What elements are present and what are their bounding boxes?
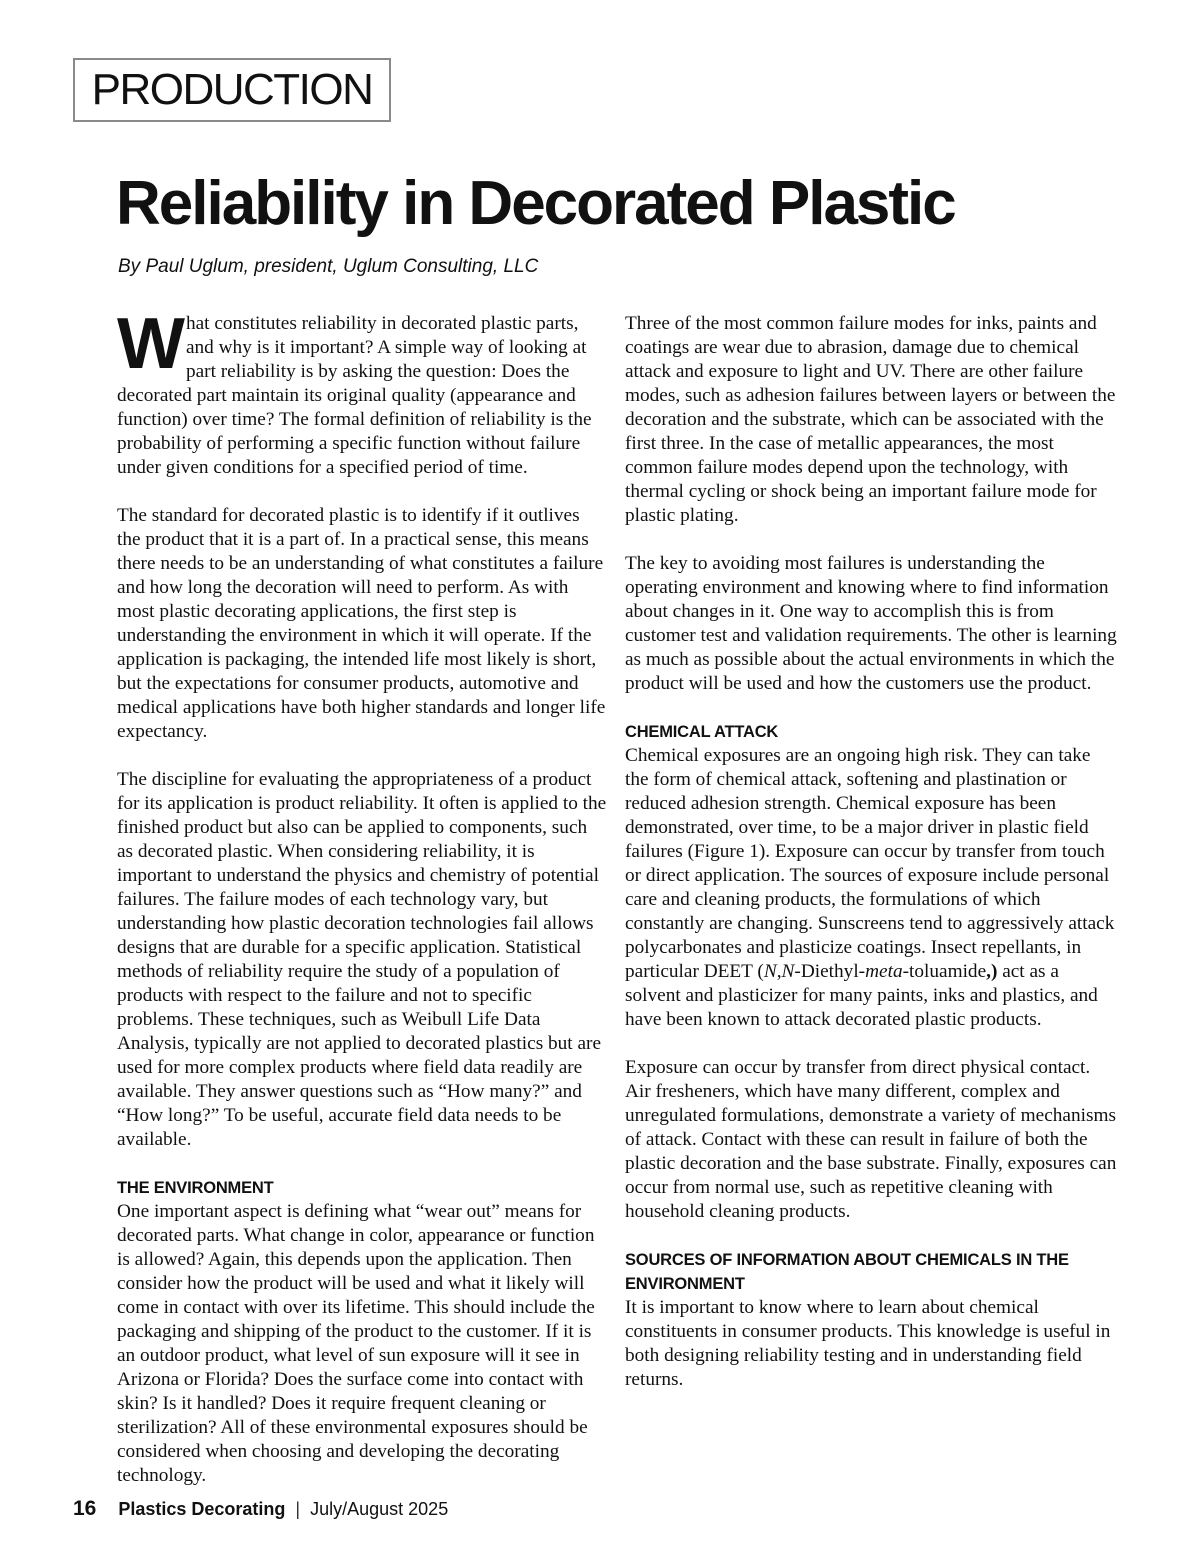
- paragraph-chemical-exposure: [625, 744, 1117, 1032]
- chemical-italic-n2: N: [781, 961, 795, 982]
- paragraph-sources: It is important to know where to learn about chemical constituents in consumer products. This knowledge is useful in both designing reliability testing and in understanding field returns.: [625, 1297, 1111, 1390]
- issue-date: July/August 2025: [310, 1499, 449, 1519]
- chemical-italic-n1: N: [763, 961, 777, 982]
- chemical-italic-meta: meta: [865, 961, 903, 982]
- chemical-text-close: ,): [986, 961, 998, 982]
- intro-text: hat constitutes reliability in decorated plastic parts, and why is it important? A simple way of looking at part reliability is by asking the question: Does the decorated part maintain its original quality (appearance and function) over time? The formal definition of reliability is the probability of performing a specific function without failure under given conditions for a specified period of time.: [117, 313, 592, 478]
- right-column: [625, 312, 1117, 1416]
- paragraph-physical-contact: Exposure can occur by transfer from direct physical contact. Air fresheners, which have many different, complex and unregulated formulations, demonstrate a variety of mechanisms of attack. Contact with these can result in failure of both the plastic decoration and the base substrate. Finally, exposures can occur from normal use, such as repetitive cleaning with household cleaning products.: [625, 1057, 1117, 1222]
- paragraph-failure-modes: Three of the most common failure modes for inks, paints and coatings are wear due to abrasion, damage due to chemical attack and exposure to light and UV. There are other failure modes, such as adhesion failures between layers or between the decoration and the substrate, which can be associated with the first three. In the case of metallic appearances, the most common failure modes depend upon the technology, with thermal cycling or shock being an important failure mode for plastic plating.: [625, 313, 1116, 526]
- byline: By Paul Uglum, president, Uglum Consulting, LLC: [118, 256, 539, 277]
- paragraph-intro: [117, 304, 607, 480]
- chemical-text-a: Chemical exposures are an ongoing high risk. They can take the form of chemical attack, softening and plastination or reduced adhesion strength. Chemical exposure has been demonstrated, over time, to be a major driver in plastic field failures (Figure 1). Exposure can occur by transfer from touch or direct application. The sources of exposure include personal care and cleaning products, the formulations of which constantly are changing. Sunscreens tend to aggressively attack polycarbonates and plasticize coatings. Insect repellants, in particular DEET (: [625, 745, 1115, 982]
- left-column: [117, 304, 607, 1512]
- chemical-text-comma: ,: [776, 961, 782, 982]
- heading-sources: SOURCES OF INFORMATION ABOUT CHEMICALS IN THE ENVIRONMENT: [625, 1251, 1069, 1293]
- footer-separator: |: [295, 1499, 301, 1519]
- page-number: 16: [73, 1497, 97, 1520]
- paragraph-discipline: The discipline for evaluating the appropriateness of a product for its application is product reliability. It often is applied to the finished product but also can be applied to components, such as decorated plastic. When considering reliability, it is important to understand the physics and chemistry of potential failures. The failure modes of each technology vary, but understanding how plastic decoration technologies fail allows designs that are durable for a specific application. Statistical methods of reliability require the study of a population of products with respect to the failure and not to specific problems. These techniques, such as Weibull Life Data Analysis, typically are not applied to decorated plastics but are used for more complex products where field data readily are available. They answer questions such as “How many?” and “How long?” To be useful, accurate field data needs to be available.: [117, 769, 607, 1150]
- chemical-text-toluamide: -toluamide: [902, 961, 987, 982]
- section-label: PRODUCTION: [73, 58, 391, 122]
- chemical-text-diethyl: -Diethyl-: [794, 961, 866, 982]
- paragraph-wear-out: One important aspect is defining what “wear out” means for decorated parts. What change in color, appearance or function is allowed? Again, this depends upon the application. Then consider how the product will be used and what it likely will come in contact with over its lifetime. This should include the packaging and shipping of the product to the customer. If it is an outdoor product, what level of sun exposure will it see in Arizona or Florida? Does the surface come into contact with skin? Is it handled? Does it require frequent cleaning or sterilization? All of these environmental exposures should be considered when choosing and developing the decorating technology.: [117, 1201, 595, 1486]
- page-footer: [73, 1497, 448, 1521]
- paragraph-standard: The standard for decorated plastic is to identify if it outlives the product that it is a part of. In a practical sense, this means there needs to be an understanding of what constitutes a failure and how long the decoration will need to perform. As with most plastic decorating applications, the first step is understanding the environment in which it will operate. If the application is packaging, the intended life most likely is short, but the expectations for consumer products, automotive and medical applications have both higher standards and longer life expectancy.: [117, 505, 606, 742]
- article-title: Reliability in Decorated Plastic: [116, 169, 955, 238]
- chemical-text-end: act as a solvent and plasticizer for many paints, inks and plastics, and have been known to attack decorated plastic products.: [625, 961, 1098, 1030]
- heading-chemical-attack: CHEMICAL ATTACK: [625, 723, 779, 741]
- drop-cap: W: [117, 304, 182, 384]
- heading-environment: THE ENVIRONMENT: [117, 1179, 274, 1197]
- paragraph-avoiding-failures: The key to avoiding most failures is understanding the operating environment and knowing where to find information about changes in it. One way to accomplish this is from customer test and validation requirements. The other is learning as much as possible about the actual environments in which the product will be used and how the customers use the product.: [625, 553, 1117, 694]
- publication-name: Plastics Decorating: [118, 1499, 286, 1519]
